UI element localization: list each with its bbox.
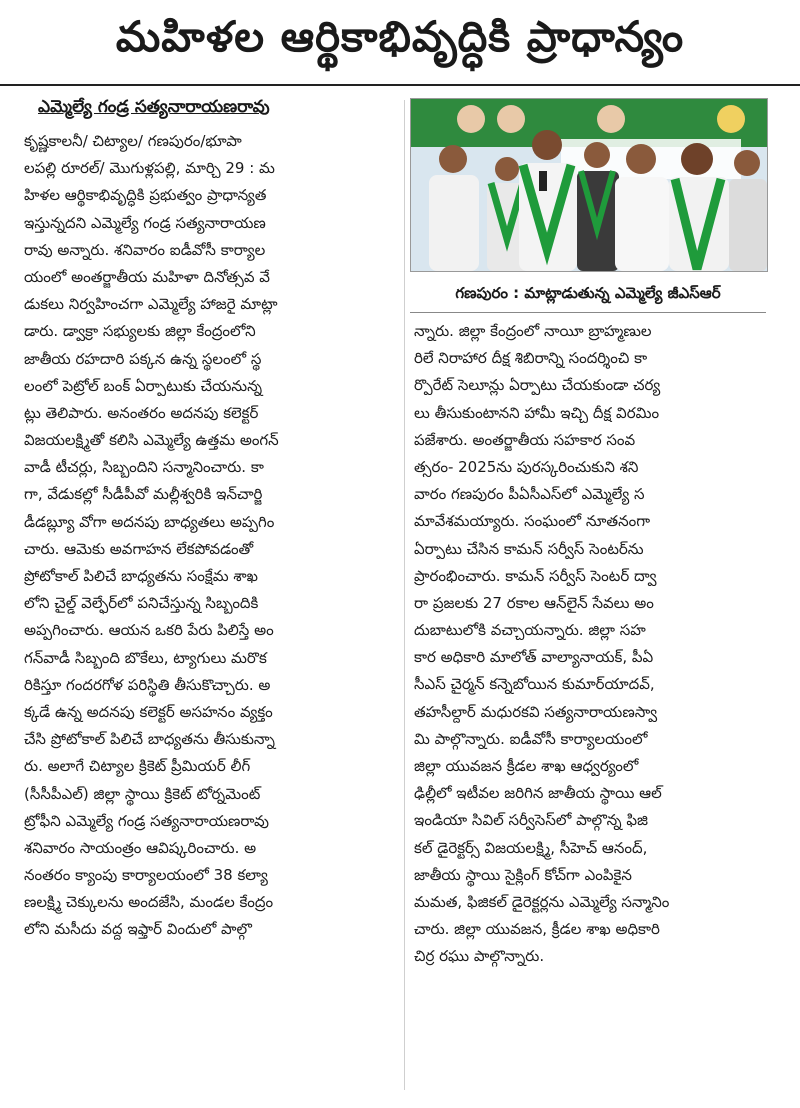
text-line: కార అధికారి మాలోత్ వాల్యానాయక్, పీఏ — [414, 648, 654, 667]
text-line: రావు అన్నారు. శనివారం ఐడీవోసీ కార్యాల — [24, 240, 266, 259]
photo-illustration — [411, 99, 767, 271]
text-line: జాతీయ స్థాయి సైక్లింగ్ కోచ్‌గా ఎంపికైన — [414, 865, 632, 884]
text-line: ణలక్ష్మి చెక్కులను అందజేసి, మండల కేంద్రం — [24, 893, 274, 912]
column-divider — [404, 100, 405, 1090]
text-line: డారు. డ్వాక్రా సభ్యులకు జిల్లా కేంద్రంలోని — [24, 322, 256, 341]
text-line: లంలో పెట్రోల్ బంక్ ఏర్పాటుకు చేయనున్న — [24, 376, 263, 395]
news-photo — [410, 98, 768, 272]
text-line: కల్ డైరెక్టర్స్ విజయలక్ష్మి, సీహెచ్ ఆనంద్, — [414, 838, 648, 857]
text-line: త్సరం- 2025ను పురస్కరించుకుని శని — [414, 457, 639, 476]
text-line: ట్రోఫీని ఎమ్మెల్యే గండ్ర సత్యనారాయణరావు — [24, 811, 269, 830]
text-line: లోని మసీదు వద్ద ఇఫ్తార్ విందులో పాల్గొ — [24, 920, 252, 939]
text-line: లు తీసుకుంటానని హామీ ఇచ్చి దీక్ష విరమిం — [414, 403, 660, 422]
text-line: వాడీ టీచర్లు, సిబ్బందిని సన్మానించారు. కా — [24, 458, 264, 477]
text-line: రు. అలాగే చిట్యాల క్రికెట్ ప్రీమియర్ లీగ్ — [24, 757, 251, 776]
article-column-left — [24, 128, 396, 1088]
text-line: న్నారు. జిల్లా కేంద్రంలో నాయీ బ్రాహ్మణుల — [414, 322, 652, 340]
byline: ఎమ్మెల్యే గండ్ర సత్యనారాయణరావు — [38, 97, 270, 117]
text-line: ఇస్తున్నదని ఎమ్మెల్యే గండ్ర సత్యనారాయణ — [24, 213, 266, 232]
text-line: నంతరం క్యాంపు కార్యాలయంలో 38 కల్యా — [24, 866, 268, 885]
text-line: గన్‌వాడీ సిబ్బంది బొకేలు, ట్యాగులు మరొక — [24, 648, 267, 667]
text-line: దుబాటులోకి వచ్చాయన్నారు. జిల్లా సహ — [414, 621, 646, 640]
text-line: ప్రారంభించారు. కామన్ సర్వీస్ సెంటర్ ద్వా — [414, 566, 657, 585]
text-line: మావేశమయ్యారు. సంఘంలో నూతనంగా — [414, 512, 651, 531]
text-line: చిర్ర రఘు పాల్గొన్నారు. — [414, 947, 545, 966]
text-line: క్కడే ఉన్న అదనపు కలెక్టర్ అసహనం వ్యక్తం — [24, 702, 273, 721]
text-line: హిళల ఆర్థికాభివృద్ధికి ప్రభుత్వం ప్రాధాన్యత — [24, 186, 267, 205]
text-line: లపల్లి రూరల్/ మొగుళ్లపల్లి, మార్చి 29 : మ — [24, 159, 275, 178]
text-line: పజేశారు. అంతర్జాతీయ సహకార సంవ — [414, 430, 636, 449]
text-line: ర్పొరేట్ సెలూన్లు ఏర్పాటు చేయకుండా చర్య — [414, 376, 661, 395]
text-line: చేసి ప్రోటోకాల్ పిలిచే బాధ్యతను తీసుకున్నా — [24, 730, 275, 749]
text-line: వారం గణపురం పీఏసీఎస్‌లో ఎమ్మెల్యే స — [414, 485, 645, 504]
text-line: ఢిల్లీలో ఇటీవల జరిగిన జాతీయ స్థాయి ఆల్ — [414, 784, 662, 803]
photo-caption: గణపురం : మాట్లాడుతున్న ఎమ్మెల్యే జీఎస్ఆర్ — [410, 278, 766, 313]
text-line: డీడబ్ల్యూ వోగా అదనపు బాధ్యతలు అప్పగిం — [24, 512, 275, 531]
text-line: ట్లు తెలిపారు. అనంతరం అదనపు కలెక్టర్ — [24, 403, 259, 422]
text-line: లోని చైల్డ్ వెల్ఫేర్‌లో పనిచేస్తున్న సిబ్బందికి — [24, 594, 259, 613]
text-line: రికిస్తూ గందరగోళ పరిస్థితి తీసుకొచ్చారు. అ — [24, 675, 271, 694]
text-line: రా ప్రజలకు 27 రకాల ఆన్‌లైన్ సేవలు అం — [414, 593, 654, 612]
text-line: జాతీయ రహదారి పక్కన ఉన్న స్థలంలో స్థ — [24, 349, 262, 368]
text-line: చారు. జిల్లా యువజన, క్రీడల శాఖ అధికారి — [414, 920, 660, 939]
text-line: యంలో అంతర్జాతీయ మహిళా దినోత్సవ వే — [24, 267, 270, 286]
text-line: చారు. ఆమెకు అవగాహన లేకపోవడంతో — [24, 539, 254, 558]
text-line: అప్పగించారు. ఆయన ఒకరి పేరు పిలిస్తే అం — [24, 621, 274, 640]
news-photo-block — [410, 98, 766, 318]
text-line: రిలే నిరాహార దీక్ష శిబిరాన్ని సందర్శించి కా — [414, 349, 648, 368]
text-line: మి పాల్గొన్నారు. ఐడీవోసీ కార్యాలయంలో — [414, 729, 648, 748]
text-line: ఇండియా సివిల్ సర్వీసెస్‌లో పాల్గొన్న ఫిజి — [414, 811, 648, 830]
text-line: తహసీల్దార్ మధురకవి సత్యనారాయణస్వా — [414, 702, 658, 721]
text-line: శనివారం సాయంత్రం ఆవిష్కరించారు. అ — [24, 838, 257, 857]
text-line: జిల్లా యువజన క్రీడల శాఖ ఆధ్వర్యంలో — [414, 757, 639, 775]
text-line: మమత, ఫిజికల్ డైరెక్టర్లను ఎమ్మెల్యే సన్మానిం — [414, 892, 670, 911]
text-line: విజయలక్ష్మితో కలిసి ఎమ్మెల్యే ఉత్తమ అంగన్ — [24, 431, 279, 450]
text-line: ప్రోటోకాల్ పిలిచే బాధ్యతను సంక్షేమ శాఖ — [24, 567, 258, 585]
text-line: డుకలు నిర్వహించగా ఎమ్మెల్యే హాజరై మాట్లా — [24, 295, 278, 314]
headline: మహిళల ఆర్థికాభివృద్ధికి ప్రాధాన్యం — [0, 0, 800, 86]
text-line: కృష్ణకాలనీ/ చిట్యాల/ గణపురం/భూపా — [24, 132, 242, 150]
text-line: (సీసీపీఎల్) జిల్లా స్థాయి క్రికెట్ టోర్నమెంట్ — [24, 784, 261, 803]
article-column-right — [414, 318, 764, 1088]
text-line: సీఎస్ చైర్మన్ కన్నెబోయిన కుమార్‌యాదవ్, — [414, 675, 655, 694]
text-line: గా, వేడుకల్లో సీడీపీవో మల్లీశ్వరికి ఇన్‌చార్జి — [24, 485, 263, 504]
text-line: ఏర్పాటు చేసిన కామన్ సర్వీస్ సెంటర్‌ను — [414, 539, 644, 558]
